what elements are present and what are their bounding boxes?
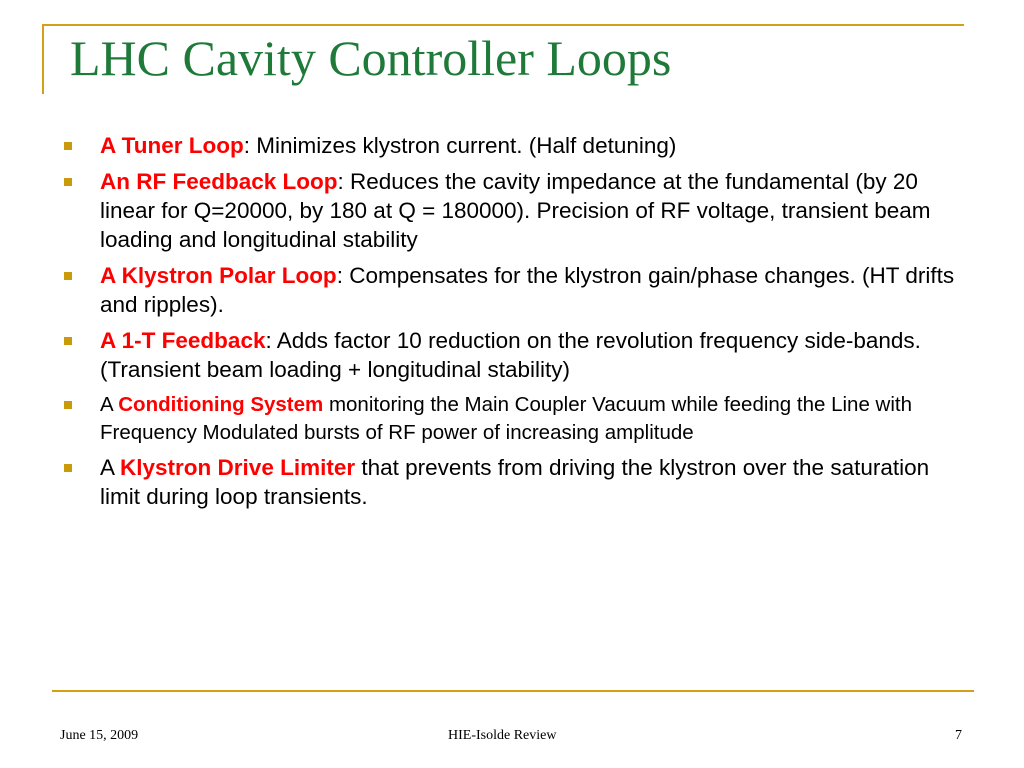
bullet-text: that prevents from driving the klystron over the saturation limit during loop transients. — [100, 455, 930, 509]
bullet-text: monitoring the Main Coupler Vacuum while feeding the Line with Frequency Modulated bursts of RF power of increasing amplitude — [100, 393, 913, 444]
bullet-text: : Reduces the cavity impedance at the fundamental (by 20 linear for Q=20000, by 180 at Q = 180000). Precision of RF voltage, transient beam loading and longitudinal stability — [100, 169, 931, 252]
bullet-list — [100, 131, 960, 518]
bullet-conditioning-system — [100, 391, 960, 447]
bullet-keyword: Klystron Drive Limiter — [120, 455, 356, 480]
bullet-tuner-loop — [100, 131, 960, 160]
footer-presentation-name: HIE-Isolde Review — [448, 728, 557, 743]
square-bullet-icon — [64, 464, 72, 472]
bullet-keyword: An RF Feedback Loop — [100, 169, 338, 194]
slide-title: LHC Cavity Controller Loops — [70, 30, 672, 86]
bullet-text: : Compensates for the klystron gain/phase changes. (HT drifts and ripples). — [100, 263, 955, 317]
slide-number: 7 — [955, 728, 962, 743]
square-bullet-icon — [64, 178, 72, 186]
bullet-prefix: A — [100, 393, 119, 416]
footer-divider — [52, 690, 974, 692]
bullet-rf-feedback-loop — [100, 167, 960, 254]
bullet-keyword: Conditioning System — [118, 393, 324, 416]
bullet-klystron-polar-loop — [100, 261, 960, 319]
bullet-prefix: A — [100, 455, 121, 480]
bullet-1t-feedback — [100, 326, 960, 384]
square-bullet-icon — [64, 337, 72, 345]
square-bullet-icon — [64, 272, 72, 280]
bullet-text: : Minimizes klystron current. (Half detuning) — [243, 133, 677, 158]
square-bullet-icon — [64, 401, 72, 409]
bullet-keyword: A Tuner Loop — [100, 133, 244, 158]
bullet-klystron-drive-limiter — [100, 453, 960, 511]
footer-date: June 15, 2009 — [60, 728, 139, 743]
bullet-keyword: A Klystron Polar Loop — [100, 263, 337, 288]
square-bullet-icon — [64, 142, 72, 150]
bullet-text: : Adds factor 10 reduction on the revolution frequency side-bands. (Transient beam loading + longitudinal stability) — [100, 328, 921, 382]
bullet-keyword: A 1-T Feedback — [100, 328, 266, 353]
title-frame-left-line — [42, 24, 44, 94]
